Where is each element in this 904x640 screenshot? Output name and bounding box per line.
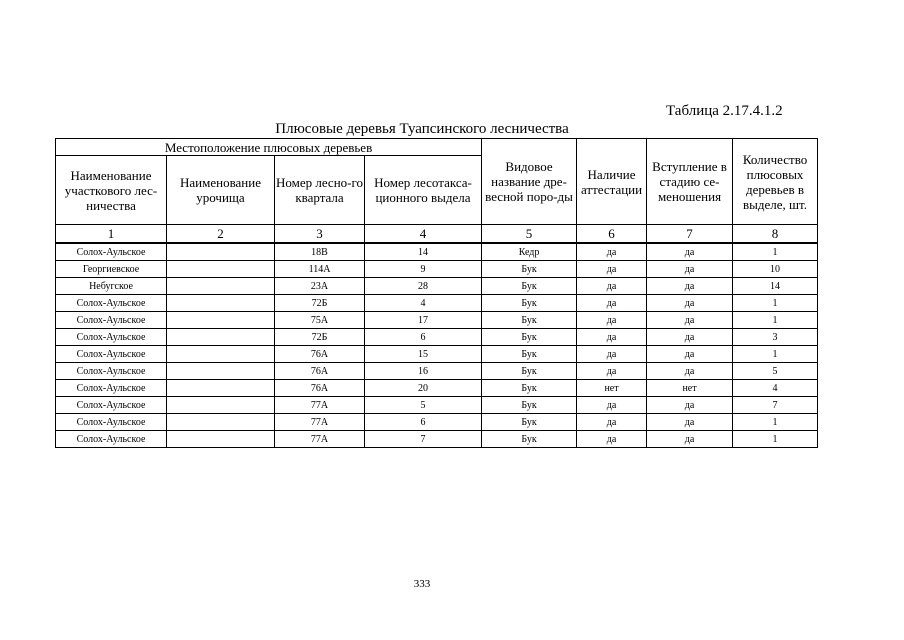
tree-count-cell: 1 [733, 346, 818, 363]
tract-name-cell [167, 329, 275, 346]
tract-name-cell [167, 363, 275, 380]
attestation-cell: да [577, 261, 647, 278]
table-number: Таблица 2.17.4.1.2 [666, 103, 783, 119]
attestation-cell: да [577, 329, 647, 346]
allotment-number-cell: 6 [365, 329, 482, 346]
column-number: 7 [647, 225, 733, 244]
plus-trees-table [55, 138, 818, 448]
species-cell: Бук [482, 414, 577, 431]
column-number: 3 [275, 225, 365, 244]
forestry-district-cell: Солох-Аульское [56, 346, 167, 363]
attestation-cell: да [577, 346, 647, 363]
tree-count-cell: 1 [733, 312, 818, 329]
attestation-cell: нет [577, 380, 647, 397]
tract-name-cell [167, 278, 275, 295]
forestry-district-cell: Небугское [56, 278, 167, 295]
allotment-number-cell: 28 [365, 278, 482, 295]
quarter-number-cell: 76А [275, 346, 365, 363]
tree-count-cell: 1 [733, 431, 818, 448]
seeding-stage-cell: да [647, 346, 733, 363]
column-header: Вступление в стадию се-меношения [647, 139, 733, 225]
tree-count-cell: 3 [733, 329, 818, 346]
column-number-row [56, 225, 818, 244]
quarter-number-cell: 77А [275, 431, 365, 448]
tree-count-cell: 1 [733, 414, 818, 431]
table-row [56, 363, 818, 380]
seeding-stage-cell: да [647, 397, 733, 414]
tract-name-cell [167, 346, 275, 363]
species-cell: Бук [482, 380, 577, 397]
species-cell: Бук [482, 431, 577, 448]
table-row [56, 278, 818, 295]
table-row [56, 243, 818, 261]
column-header: Номер лесно-го квартала [275, 156, 365, 225]
tree-count-cell: 10 [733, 261, 818, 278]
table-row [56, 295, 818, 312]
allotment-number-cell: 15 [365, 346, 482, 363]
quarter-number-cell: 23А [275, 278, 365, 295]
attestation-cell: да [577, 431, 647, 448]
quarter-number-cell: 77А [275, 414, 365, 431]
column-number: 1 [56, 225, 167, 244]
allotment-number-cell: 17 [365, 312, 482, 329]
forestry-district-cell: Солох-Аульское [56, 312, 167, 329]
tree-count-cell: 14 [733, 278, 818, 295]
attestation-cell: да [577, 295, 647, 312]
seeding-stage-cell: да [647, 414, 733, 431]
forestry-district-cell: Солох-Аульское [56, 295, 167, 312]
tract-name-cell [167, 431, 275, 448]
column-header: Номер лесотакса-ционного выдела [365, 156, 482, 225]
column-number: 5 [482, 225, 577, 244]
species-cell: Бук [482, 295, 577, 312]
tree-count-cell: 5 [733, 363, 818, 380]
seeding-stage-cell: да [647, 261, 733, 278]
seeding-stage-cell: да [647, 243, 733, 261]
quarter-number-cell: 75А [275, 312, 365, 329]
forestry-district-cell: Георгиевское [56, 261, 167, 278]
allotment-number-cell: 6 [365, 414, 482, 431]
tract-name-cell [167, 295, 275, 312]
tract-name-cell [167, 261, 275, 278]
table-row [56, 414, 818, 431]
tree-count-cell: 7 [733, 397, 818, 414]
tract-name-cell [167, 380, 275, 397]
column-number: 4 [365, 225, 482, 244]
table-row [56, 329, 818, 346]
quarter-number-cell: 114А [275, 261, 365, 278]
quarter-number-cell: 77А [275, 397, 365, 414]
allotment-number-cell: 9 [365, 261, 482, 278]
attestation-cell: да [577, 243, 647, 261]
seeding-stage-cell: да [647, 295, 733, 312]
tract-name-cell [167, 397, 275, 414]
table-row [56, 346, 818, 363]
species-cell: Бук [482, 312, 577, 329]
column-number: 6 [577, 225, 647, 244]
attestation-cell: да [577, 414, 647, 431]
allotment-number-cell: 20 [365, 380, 482, 397]
species-cell: Бук [482, 363, 577, 380]
tract-name-cell [167, 312, 275, 329]
species-cell: Кедр [482, 243, 577, 261]
tract-name-cell [167, 414, 275, 431]
forestry-district-cell: Солох-Аульское [56, 431, 167, 448]
species-cell: Бук [482, 261, 577, 278]
tract-name-cell [167, 243, 275, 261]
quarter-number-cell: 76А [275, 363, 365, 380]
tree-count-cell: 1 [733, 243, 818, 261]
allotment-number-cell: 5 [365, 397, 482, 414]
seeding-stage-cell: да [647, 329, 733, 346]
table-row [56, 380, 818, 397]
seeding-stage-cell: да [647, 312, 733, 329]
attestation-cell: да [577, 278, 647, 295]
column-number: 8 [733, 225, 818, 244]
forestry-district-cell: Солох-Аульское [56, 414, 167, 431]
page-number: 333 [413, 578, 431, 590]
forestry-district-cell: Солох-Аульское [56, 363, 167, 380]
column-header: Наименование участкового лес-ничества [56, 156, 167, 225]
forestry-district-cell: Солох-Аульское [56, 397, 167, 414]
column-header: Наличие аттестации [577, 139, 647, 225]
forestry-district-cell: Солох-Аульское [56, 329, 167, 346]
species-cell: Бук [482, 329, 577, 346]
forestry-district-cell: Солох-Аульское [56, 380, 167, 397]
tree-count-cell: 4 [733, 380, 818, 397]
species-cell: Бук [482, 346, 577, 363]
allotment-number-cell: 14 [365, 243, 482, 261]
column-number: 2 [167, 225, 275, 244]
table-row [56, 261, 818, 278]
allotment-number-cell: 4 [365, 295, 482, 312]
attestation-cell: да [577, 363, 647, 380]
species-cell: Бук [482, 278, 577, 295]
allotment-number-cell: 7 [365, 431, 482, 448]
seeding-stage-cell: да [647, 431, 733, 448]
quarter-number-cell: 72Б [275, 329, 365, 346]
group-header: Местоположение плюсовых деревьев [56, 139, 482, 156]
column-header: Количество плюсовых деревьев в выделе, шт. [733, 139, 818, 225]
table-row [56, 431, 818, 448]
table-row [56, 397, 818, 414]
tree-count-cell: 1 [733, 295, 818, 312]
allotment-number-cell: 16 [365, 363, 482, 380]
table-title: Плюсовые деревья Туапсинского лесничества [275, 121, 569, 137]
seeding-stage-cell: нет [647, 380, 733, 397]
column-header: Наименование урочища [167, 156, 275, 225]
quarter-number-cell: 72Б [275, 295, 365, 312]
attestation-cell: да [577, 312, 647, 329]
quarter-number-cell: 76А [275, 380, 365, 397]
forestry-district-cell: Солох-Аульское [56, 243, 167, 261]
quarter-number-cell: 18В [275, 243, 365, 261]
column-header: Видовое название дре-весной поро-ды [482, 139, 577, 225]
seeding-stage-cell: да [647, 278, 733, 295]
species-cell: Бук [482, 397, 577, 414]
seeding-stage-cell: да [647, 363, 733, 380]
attestation-cell: да [577, 397, 647, 414]
table-row [56, 312, 818, 329]
